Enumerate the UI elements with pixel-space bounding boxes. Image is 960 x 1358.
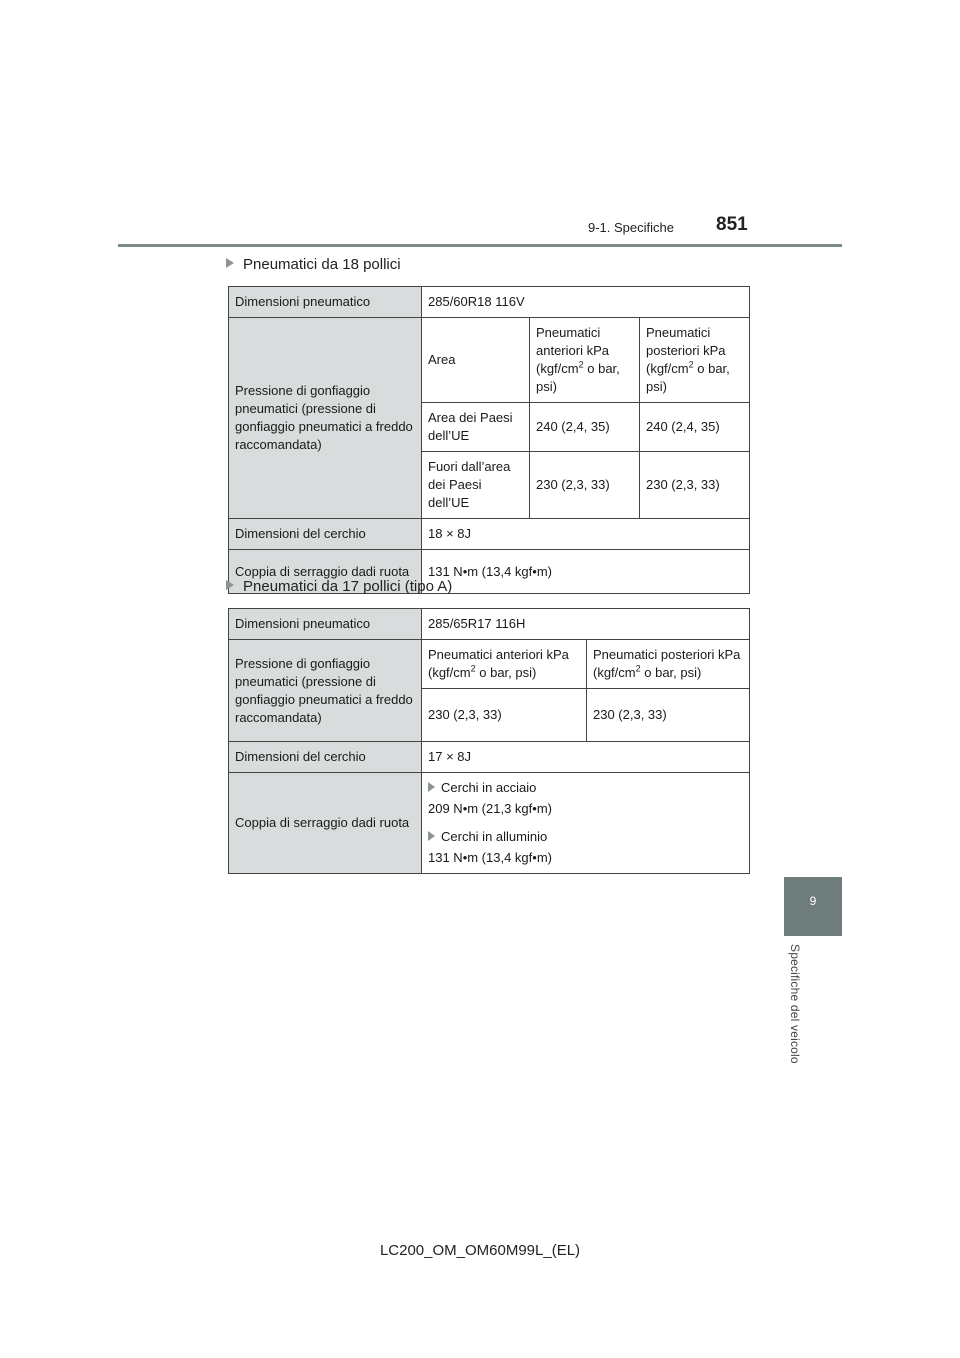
col-rear-text-end: o bar, psi)	[646, 361, 730, 394]
triangle-bullet-icon	[428, 831, 435, 841]
table1-heading: Pneumatici da 18 pollici	[243, 256, 401, 273]
steel-wheels-label: Cerchi in acciaio	[441, 780, 537, 795]
col-front-text: Pneumatici anteriori kPa (kgf/cm	[536, 325, 609, 376]
side-tab-number: 9	[809, 894, 817, 908]
tire-size-value: 285/65R17 116H	[422, 609, 750, 640]
table-row	[229, 519, 750, 550]
pressure-label: Pressione di gonfiaggio pneumatici (pressione di gonfiaggio pneumatici a freddo raccomandata)	[229, 640, 422, 742]
tire-spec-table-18	[228, 286, 750, 594]
rim-size-value: 18 × 8J	[422, 519, 750, 550]
col-rear	[640, 318, 750, 403]
tire-size-value: 285/60R18 116V	[422, 287, 750, 318]
col-rear-text: Pneumatici posteriori kPa (kgf/cm	[646, 325, 726, 376]
tire-size-label: Dimensioni pneumatico	[229, 287, 422, 318]
tire-spec-table-17	[228, 608, 750, 874]
table-row	[229, 318, 750, 403]
col-front	[422, 640, 587, 689]
rim-size-value: 17 × 8J	[422, 742, 750, 773]
rear-pressure-cell: 230 (2,3, 33)	[587, 689, 750, 742]
col-front-text-end: o bar, psi)	[536, 361, 620, 394]
col-rear-text-end: o bar, psi)	[640, 665, 702, 680]
table2-heading: Pneumatici da 17 pollici (tipo A)	[243, 578, 453, 595]
table-row	[229, 773, 750, 874]
col-rear	[587, 640, 750, 689]
table2-heading-row	[226, 578, 452, 595]
side-tab-label: Specifiche del veicolo	[788, 944, 802, 1064]
table1-heading-row	[226, 256, 401, 273]
col-front	[530, 318, 640, 403]
col-front-text: Pneumatici anteriori kPa (kgf/cm	[428, 647, 569, 680]
rim-size-label: Dimensioni del cerchio	[229, 519, 422, 550]
triangle-bullet-icon	[226, 580, 234, 590]
steel-wheels-heading	[428, 779, 743, 797]
col-front-text-end: o bar, psi)	[475, 665, 537, 680]
page-number: 851	[716, 214, 748, 235]
triangle-bullet-icon	[428, 782, 435, 792]
rear-pressure-cell: 240 (2,4, 35)	[640, 403, 750, 452]
torque-label: Coppia di serraggio dadi ruota	[229, 550, 422, 594]
superscript: 2	[688, 359, 694, 370]
alloy-wheels-label: Cerchi in alluminio	[441, 829, 548, 844]
table-row	[229, 609, 750, 640]
torque-cell	[422, 773, 750, 874]
table-row	[229, 640, 750, 689]
col-rear-text: Pneumatici posteriori kPa (kgf/cm	[593, 647, 741, 680]
area-cell: Area dei Paesi dell’UE	[422, 403, 530, 452]
col-area: Area	[422, 318, 530, 403]
front-pressure-cell: 230 (2,3, 33)	[422, 689, 587, 742]
steel-wheels-torque: 209 N•m (21,3 kgf•m)	[428, 801, 552, 816]
pressure-label: Pressione di gonfiaggio pneumatici (pressione di gonfiaggio pneumatici a freddo raccomandata)	[229, 318, 422, 519]
rear-pressure-cell: 230 (2,3, 33)	[640, 452, 750, 519]
superscript: 2	[635, 663, 641, 674]
area-cell: Fuori dall’area dei Paesi dell’UE	[422, 452, 530, 519]
triangle-bullet-icon	[226, 258, 234, 268]
alloy-wheels-heading	[428, 828, 743, 846]
table-row	[229, 742, 750, 773]
torque-value: 131 N•m (13,4 kgf•m)	[422, 550, 750, 594]
table-row	[229, 287, 750, 318]
superscript: 2	[470, 663, 476, 674]
front-pressure-cell: 240 (2,4, 35)	[530, 403, 640, 452]
alloy-wheels-torque: 131 N•m (13,4 kgf•m)	[428, 850, 552, 865]
document-code: LC200_OM_OM60M99L_(EL)	[379, 1242, 581, 1259]
front-pressure-cell: 230 (2,3, 33)	[530, 452, 640, 519]
torque-label: Coppia di serraggio dadi ruota	[229, 773, 422, 874]
tire-size-label: Dimensioni pneumatico	[229, 609, 422, 640]
superscript: 2	[578, 359, 584, 370]
rim-size-label: Dimensioni del cerchio	[229, 742, 422, 773]
header-rule	[118, 244, 842, 247]
header-section: 9-1. Specifiche	[588, 220, 674, 235]
